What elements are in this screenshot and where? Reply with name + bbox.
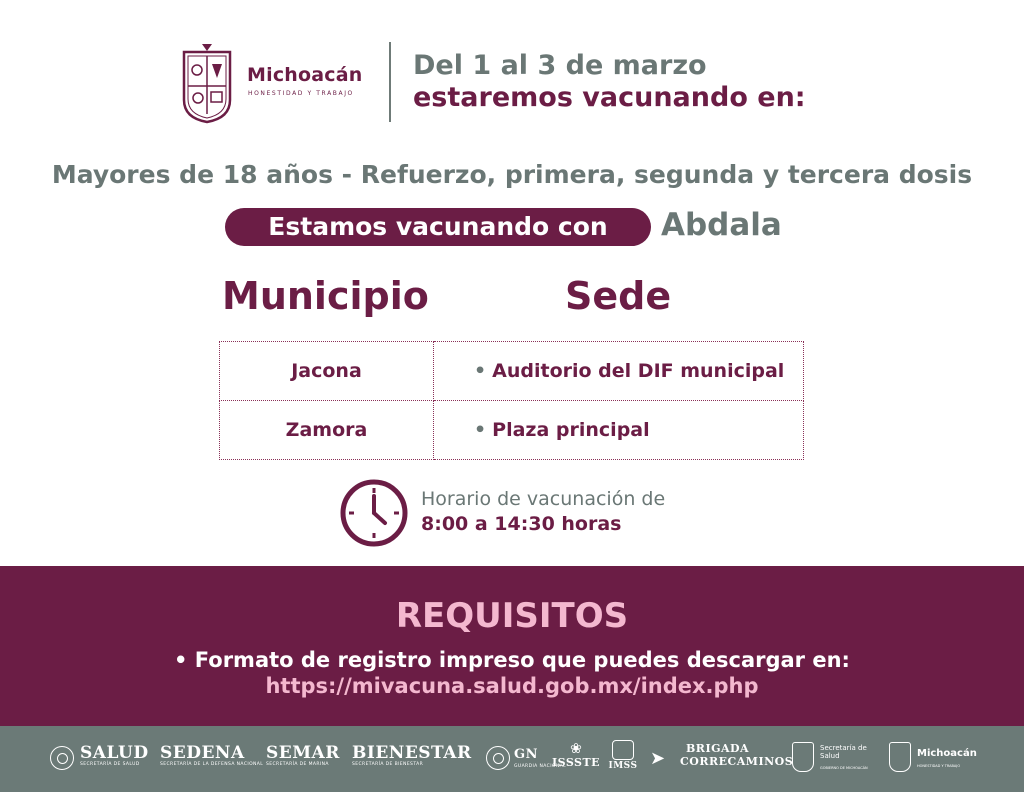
brand-name: Michoacán bbox=[247, 64, 363, 86]
sede-label: Auditorio del DIF municipal bbox=[492, 360, 785, 382]
table-row bbox=[220, 401, 804, 460]
footer-logos-bar bbox=[0, 726, 1024, 792]
requirements-band bbox=[0, 566, 1024, 726]
sede-label: Plaza principal bbox=[492, 419, 650, 441]
logo-issste-text: ISSSTE bbox=[552, 756, 601, 769]
column-header-municipio: Municipio bbox=[222, 274, 429, 318]
cell-municipio: Zamora bbox=[220, 401, 434, 460]
logo-gn-sub: GUARDIA NACIONAL bbox=[514, 764, 567, 769]
logo-michoacan: Michoacán bbox=[917, 748, 977, 759]
logo-brigada bbox=[680, 742, 793, 768]
header-divider bbox=[389, 42, 391, 122]
audience-line: Mayores de 18 años - Refuerzo, primera, segunda y tercera dosis bbox=[51, 160, 973, 189]
vaccine-name: Abdala bbox=[661, 207, 782, 243]
logo-correcaminos-text: CORRECAMINOS bbox=[680, 755, 794, 768]
vaccine-pill-label: Estamos vacunando con bbox=[268, 212, 608, 241]
logo-imss-text: IMSS bbox=[608, 761, 638, 771]
cell-sede bbox=[434, 401, 804, 460]
requirements-url[interactable]: https://mivacuna.salud.gob.mx/index.php bbox=[265, 674, 759, 698]
brand-tagline: HONESTIDAD Y TRABAJO bbox=[248, 90, 354, 97]
table-row bbox=[220, 342, 804, 401]
logo-issste bbox=[552, 742, 600, 770]
requirements-title: REQUISITOS bbox=[395, 596, 629, 636]
logo-semar-text: SEMAR bbox=[266, 743, 340, 763]
logo-michoacan-sub: HONESTIDAD Y TRABAJO bbox=[917, 764, 961, 768]
clock-icon bbox=[340, 479, 408, 547]
logo-bienestar-text: BIENESTAR bbox=[352, 743, 472, 763]
schedule-label: Horario de vacunación de bbox=[421, 488, 666, 510]
roadrunner-icon: ➤ bbox=[650, 748, 666, 769]
logo-imss bbox=[608, 740, 638, 772]
logo-secretaria-salud: Secretaría de Salud bbox=[820, 744, 867, 760]
issste-emblem-icon: ❀ bbox=[570, 741, 582, 757]
logo-salud bbox=[80, 744, 149, 767]
logo-bienestar bbox=[352, 744, 472, 767]
logo-bienestar-sub: SECRETARÍA DE BIENESTAR bbox=[352, 762, 424, 767]
logo-secretaria-salud-sub: GOBIERNO DE MICHOACÁN bbox=[820, 766, 868, 770]
logo-brigada-text: BRIGADA bbox=[686, 742, 750, 755]
requirements-item: • Formato de registro impreso que puedes descargar en: bbox=[174, 648, 850, 672]
schedule-hours: 8:00 a 14:30 horas bbox=[421, 513, 622, 535]
cell-sede bbox=[434, 342, 804, 401]
logo-salud-sub: SECRETARÍA DE SALUD bbox=[80, 762, 140, 767]
campaign-dates: Del 1 al 3 de marzo bbox=[413, 50, 707, 81]
bullet-icon: • bbox=[474, 419, 487, 441]
michoacan-mini-shield-icon bbox=[889, 742, 911, 772]
column-header-sede: Sede bbox=[565, 274, 672, 318]
gn-seal-icon bbox=[486, 746, 510, 770]
logo-sedena-text: SEDENA bbox=[160, 743, 245, 763]
logo-gn-text: GN bbox=[514, 747, 538, 762]
logo-sedena bbox=[160, 744, 263, 767]
bullet-icon: • bbox=[474, 360, 487, 382]
imss-emblem-icon bbox=[612, 740, 634, 760]
logo-semar bbox=[266, 744, 340, 767]
michoacan-shield-logo bbox=[180, 42, 234, 124]
campaign-headline: estaremos vacunando en: bbox=[413, 82, 806, 113]
vaccine-pill bbox=[225, 208, 651, 246]
logo-salud-text: SALUD bbox=[80, 743, 149, 763]
cell-municipio: Jacona bbox=[220, 342, 434, 401]
logo-sedena-sub: SECRETARÍA DE LA DEFENSA NACIONAL bbox=[160, 762, 264, 767]
sites-table bbox=[219, 341, 804, 460]
logo-semar-sub: SECRETARÍA DE MARINA bbox=[266, 762, 329, 767]
salud-seal-icon bbox=[50, 746, 74, 770]
salud-michoacan-shield-icon bbox=[792, 742, 814, 772]
